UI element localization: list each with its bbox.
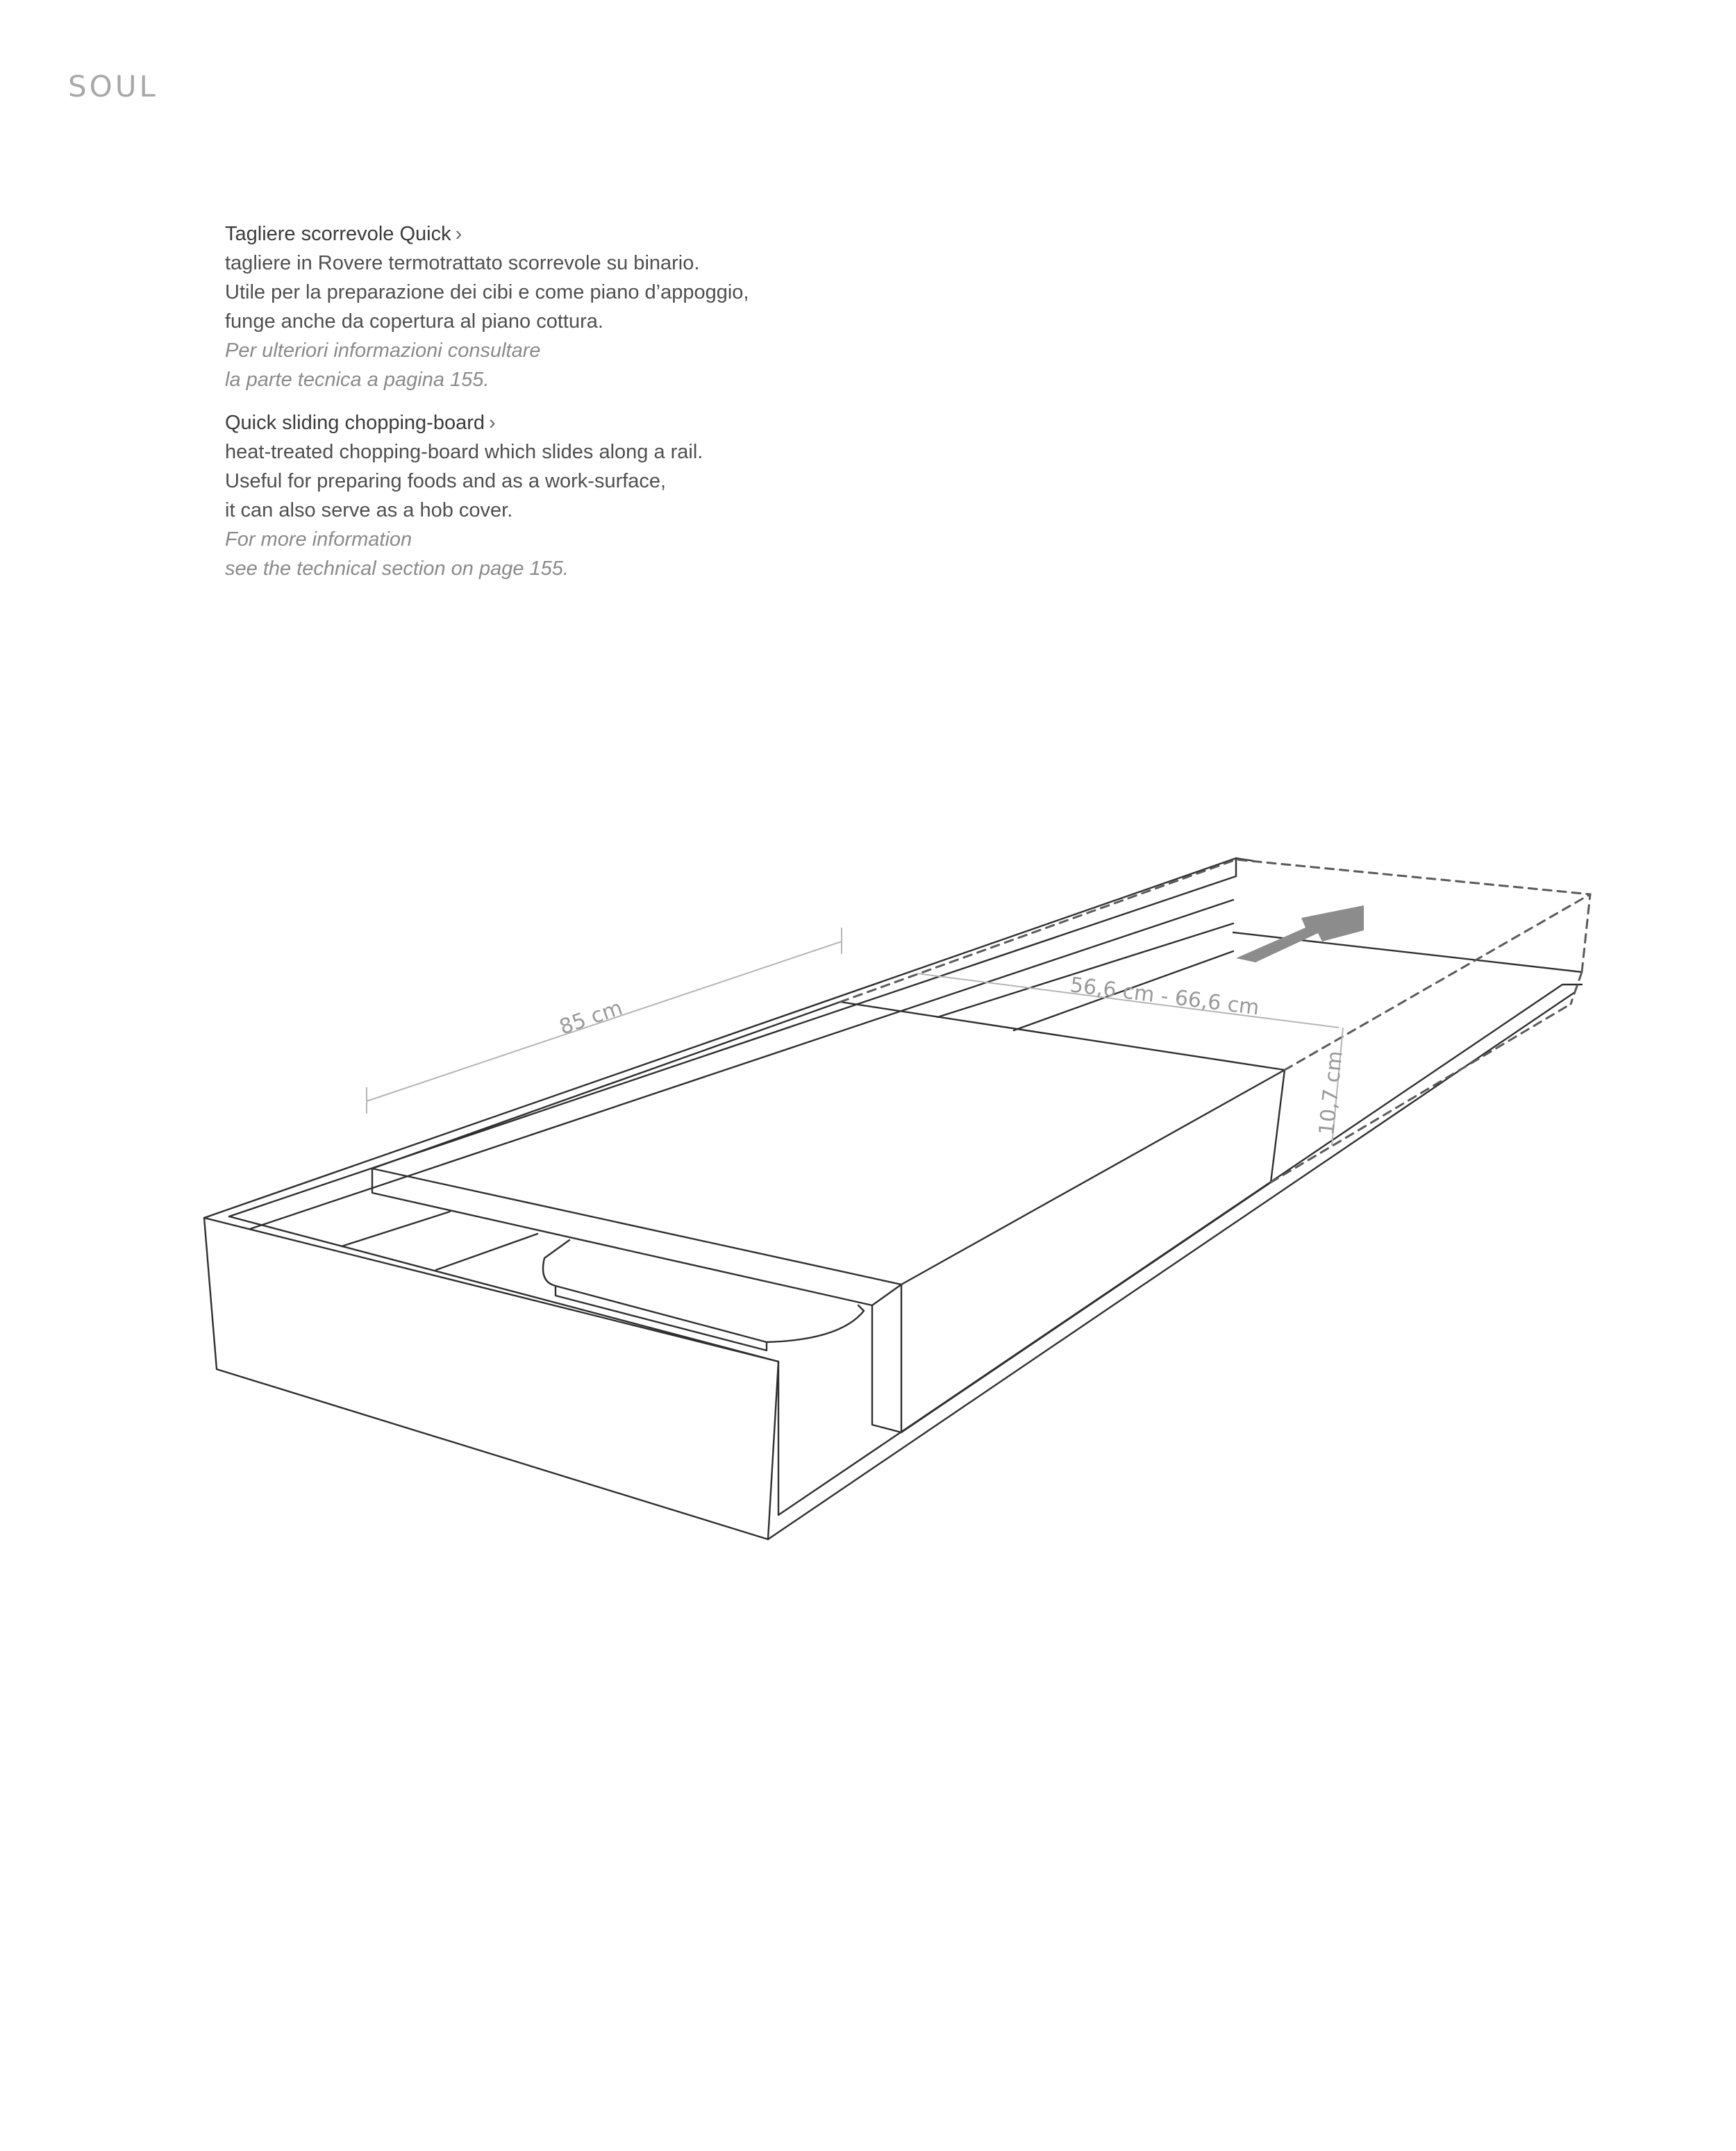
chevron-icon: › — [489, 412, 496, 434]
chopping-board-edge-inner — [872, 1305, 901, 1432]
tray-left-inner-edge — [229, 1216, 778, 1362]
chopping-board-front-face — [901, 1070, 1285, 1432]
desc-line-it-2: Utile per la preparazione dei cibi e come piano d’appoggio, — [225, 281, 749, 303]
desc-line-en-1: heat-treated chopping-board which slides along a rail. — [225, 441, 703, 463]
tray-front-top-edge — [778, 985, 1582, 1515]
dimension-label-height: 10,7 cm — [1314, 1049, 1348, 1137]
chopping-board-left-face — [372, 1169, 901, 1305]
note-line-en-2: see the technical section on page 155. — [225, 558, 569, 580]
chevron-icon: › — [455, 223, 462, 245]
extended-outline-side — [1571, 972, 1582, 1004]
extended-outline-top — [840, 860, 1590, 1002]
heading-text-it: Tagliere scorrevole Quick — [225, 223, 451, 245]
desc-line-en-3: it can also serve as a hob cover. — [225, 499, 513, 521]
note-line-it-1: Per ulteriori informazioni consultare — [225, 340, 541, 362]
tray-rail-left-b — [436, 1234, 537, 1270]
heading-text-en: Quick sliding chopping-board — [225, 412, 485, 434]
tray-rail-back — [250, 900, 1233, 1229]
board-pullout-tab-edge — [556, 1286, 767, 1350]
desc-line-it-3: funge anche da copertura al piano cottura. — [225, 310, 603, 333]
desc-line-it-1: tagliere in Rovere termotrattato scorrevole su binario. — [225, 252, 700, 274]
brand-logo: SOUL — [68, 69, 158, 103]
dimension-label-travel: 56,6 cm - 66,6 cm — [1069, 973, 1261, 1021]
desc-line-en-2: Useful for preparing foods and as a work-surface, — [225, 470, 667, 492]
extended-outline-bottom — [1271, 1004, 1571, 1182]
note-line-en-1: For more information — [225, 528, 412, 551]
dimension-label-depth: 85 cm — [556, 996, 626, 1040]
slide-direction-arrow-icon — [1236, 905, 1364, 962]
tray-rail-left-a — [342, 1212, 450, 1246]
tray-back-top-edge — [204, 858, 1254, 1218]
note-line-it-2: la parte tecnica a pagina 155. — [225, 369, 490, 391]
board-pullout-tab — [543, 1240, 864, 1342]
tray-left-end-panel — [204, 1218, 778, 1539]
chopping-board-top — [372, 1002, 1285, 1284]
tray-back-inner-edge — [229, 858, 1236, 1216]
